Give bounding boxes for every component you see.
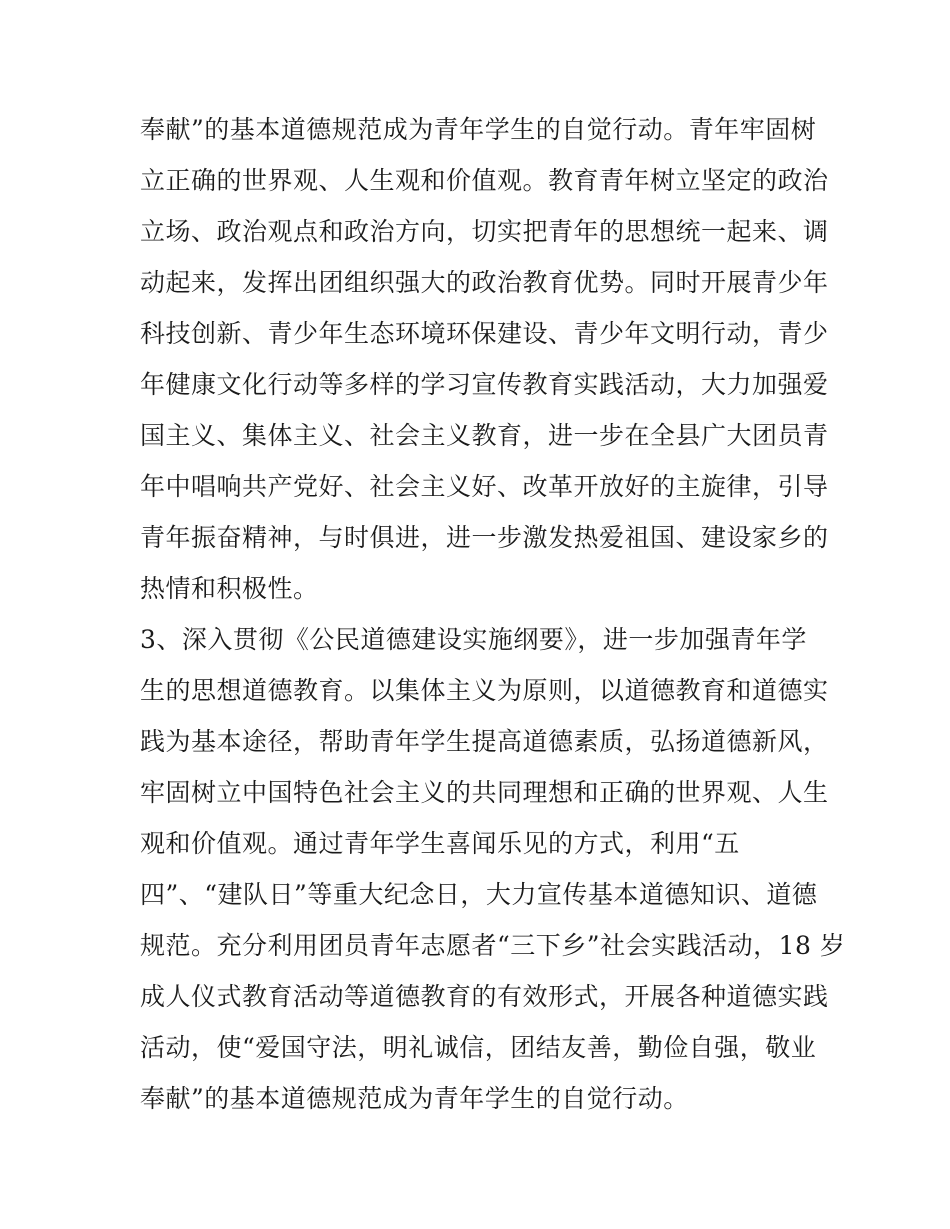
text-line: 科技创新、青少年生态环境环保建设、青少年文明行动，青少 [140,319,829,348]
text-line: 践为基本途径，帮助青年学生提高道德素质，弘扬道德新风， [140,727,829,756]
text-line: 立场、政治观点和政治方向，切实把青年的思想统一起来、调 [140,217,829,246]
text-line: 奉献”的基本道德规范成为青年学生的自觉行动。青年牢固树 [140,115,817,144]
text-line: 生的思想道德教育。以集体主义为原则，以道德教育和道德实 [140,676,829,705]
text-line: 3、深入贯彻《公民道德建设实施纲要》，进一步加强青年学 [140,625,807,654]
text-line: 青年振奋精神，与时俱进，进一步激发热爱祖国、建设家乡的 [140,523,829,552]
text-line: 国主义、集体主义、社会主义教育，进一步在全县广大团员青 [140,421,829,450]
text-line: 年健康文化行动等多样的学习宣传教育实践活动，大力加强爱 [140,370,829,399]
text-line: 四”、“建队日”等重大纪念日，大力宣传基本道德知识、道德 [140,880,818,909]
text-line: 活动，使“爱国守法，明礼诚信，团结友善，勤俭自强，敬业 [140,1033,817,1062]
text-line: 奉献”的基本道德规范成为青年学生的自觉行动。 [140,1084,689,1113]
body-text [140,104,846,1124]
text-line: 观和价值观。通过青年学生喜闻乐见的方式，利用“五 [140,829,740,858]
text-line: 立正确的世界观、人生观和价值观。教育青年树立坚定的政治 [140,166,829,195]
text-line: 成人仪式教育活动等道德教育的有效形式，开展各种道德实践 [140,982,829,1011]
text-line: 动起来，发挥出团组织强大的政治教育优势。同时开展青少年 [140,268,829,297]
text-line: 年中唱响共产党好、社会主义好、改革开放好的主旋律，引导 [140,472,829,501]
text-line: 牢固树立中国特色社会主义的共同理想和正确的世界观、人生 [140,778,829,807]
text-line: 规范。充分利用团员青年志愿者“三下乡”社会实践活动，18 岁 [140,931,846,960]
text-line: 热情和积极性。 [140,574,319,603]
